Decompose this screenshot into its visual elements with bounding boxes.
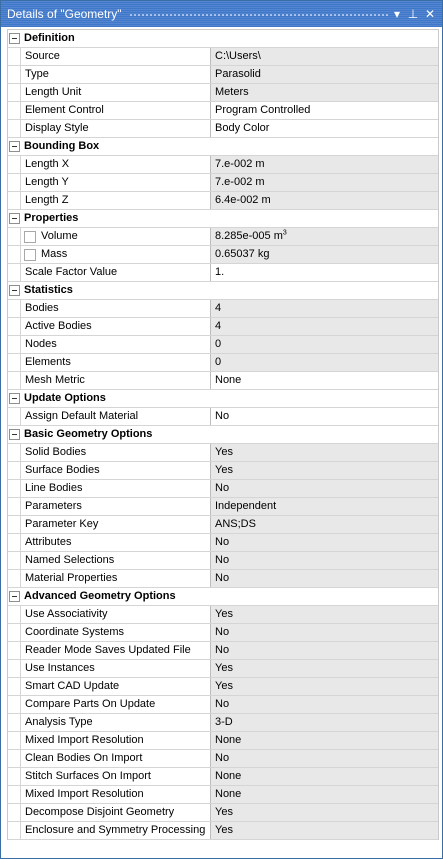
property-row[interactable] [8, 516, 438, 534]
property-value[interactable] [211, 372, 438, 389]
property-name-text: Use Associativity [25, 608, 108, 620]
property-name [20, 714, 211, 731]
property-value-text: No [215, 410, 230, 422]
property-name [20, 174, 211, 191]
property-value-text: Yes [215, 806, 233, 818]
property-name-text: Assign Default Material [25, 410, 139, 422]
property-value [211, 750, 438, 767]
property-name-text: Length Y [25, 176, 69, 188]
property-row[interactable] [8, 354, 438, 372]
property-row[interactable] [8, 732, 438, 750]
property-value [211, 48, 438, 65]
property-name-text: Mixed Import Resolution [25, 788, 144, 800]
property-value[interactable] [211, 408, 438, 425]
property-name [20, 84, 211, 101]
section-header[interactable] [8, 282, 438, 300]
property-row[interactable] [8, 552, 438, 570]
property-name [20, 156, 211, 173]
property-name [20, 498, 211, 515]
property-name [20, 444, 211, 461]
pin-icon[interactable]: ⊥ [407, 7, 419, 21]
collapse-icon[interactable] [9, 33, 20, 44]
property-value-text: No [215, 482, 230, 494]
property-name-text: Compare Parts On Update [25, 698, 156, 710]
property-value-text: Parasolid [215, 68, 261, 80]
property-name [20, 642, 211, 659]
property-name-text: Length X [25, 158, 70, 170]
property-name-text: Surface Bodies [25, 464, 100, 476]
property-name [20, 696, 211, 713]
property-value-text: 0.65037 kg [215, 248, 270, 260]
property-row[interactable] [8, 696, 438, 714]
property-value-text: Yes [215, 464, 233, 476]
property-value-text: No [215, 752, 230, 764]
property-value-text: Yes [215, 662, 233, 674]
collapse-icon[interactable] [9, 393, 20, 404]
property-name-text: Source [25, 50, 60, 62]
property-name-text: Material Properties [25, 572, 118, 584]
property-value-text: 0 [215, 338, 222, 350]
property-name-text: Scale Factor Value [25, 266, 118, 278]
property-name [20, 48, 211, 65]
property-row[interactable] [8, 48, 438, 66]
property-row[interactable] [8, 444, 438, 462]
property-name [20, 534, 211, 551]
property-name-text: Length Unit [25, 86, 82, 98]
property-value [211, 354, 438, 371]
property-name-text: Reader Mode Saves Updated File [25, 644, 191, 656]
property-row[interactable] [8, 660, 438, 678]
property-row[interactable] [8, 174, 438, 192]
property-name [20, 804, 211, 821]
close-icon[interactable]: ✕ [424, 7, 436, 21]
property-value-text: No [215, 698, 230, 710]
section-label: Statistics [24, 284, 73, 296]
property-row[interactable] [8, 336, 438, 354]
property-name [20, 228, 211, 245]
property-name-text: Parameter Key [25, 518, 99, 530]
property-value [211, 732, 438, 749]
property-row[interactable] [8, 120, 438, 138]
property-name [20, 786, 211, 803]
property-value-text: Yes [215, 446, 233, 458]
property-name-text: Coordinate Systems [25, 626, 125, 638]
property-name-text: Clean Bodies On Import [25, 752, 143, 764]
property-row[interactable] [8, 786, 438, 804]
property-name-text: Nodes [25, 338, 57, 350]
property-value [211, 804, 438, 821]
property-name [20, 408, 211, 425]
property-name-text: Length Z [25, 194, 69, 206]
property-name [20, 192, 211, 209]
property-name-text: Mesh Metric [25, 374, 85, 386]
property-value [211, 606, 438, 623]
property-value [211, 660, 438, 677]
property-value-text: Yes [215, 680, 233, 692]
property-name [20, 300, 211, 317]
property-name [20, 480, 211, 497]
property-row[interactable] [8, 678, 438, 696]
property-name-text: Line Bodies [25, 482, 83, 494]
section-label: Bounding Box [24, 140, 100, 152]
property-name [20, 372, 211, 389]
property-name [20, 66, 211, 83]
parameter-checkbox[interactable] [24, 249, 36, 261]
property-row[interactable] [8, 498, 438, 516]
property-row[interactable] [8, 606, 438, 624]
property-value [211, 822, 438, 839]
collapse-icon[interactable] [9, 213, 20, 224]
property-row[interactable] [8, 264, 438, 282]
property-value [211, 714, 438, 731]
property-value [211, 246, 438, 263]
property-name-text: Stitch Surfaces On Import [25, 770, 151, 782]
property-value-text: 7.e-002 m [215, 158, 265, 170]
section-header[interactable] [8, 138, 438, 156]
property-value-text: None [215, 374, 242, 386]
property-row[interactable] [8, 804, 438, 822]
property-value [211, 318, 438, 335]
collapse-icon[interactable] [9, 429, 20, 440]
property-name [20, 246, 211, 263]
property-name-text: Named Selections [25, 554, 115, 566]
property-value [211, 444, 438, 461]
property-row[interactable] [8, 84, 438, 102]
property-row[interactable] [8, 714, 438, 732]
property-name [20, 660, 211, 677]
collapse-icon[interactable] [9, 285, 20, 296]
property-row[interactable] [8, 822, 438, 840]
property-value-text: 4 [215, 302, 222, 314]
property-value [211, 768, 438, 785]
property-row[interactable] [8, 768, 438, 786]
parameter-checkbox[interactable] [24, 231, 36, 243]
property-name-text: Bodies [25, 302, 59, 314]
collapse-icon[interactable] [9, 141, 20, 152]
property-value [211, 336, 438, 353]
property-name-text: Active Bodies [25, 320, 92, 332]
property-value-text: None [215, 770, 242, 782]
property-name-text: Analysis Type [25, 716, 93, 728]
property-name [20, 624, 211, 641]
property-value [211, 624, 438, 641]
section-header[interactable] [8, 30, 438, 48]
property-row[interactable] [8, 156, 438, 174]
property-value-text: 3-D [215, 716, 233, 728]
property-name [20, 678, 211, 695]
property-value [211, 534, 438, 551]
property-row[interactable] [8, 480, 438, 498]
property-name-text: Type [25, 68, 49, 80]
property-value [211, 516, 438, 533]
property-name [20, 822, 211, 839]
title-bar-grip [129, 13, 388, 17]
property-name-text: Volume [41, 230, 78, 242]
section-header[interactable] [8, 210, 438, 228]
property-row[interactable] [8, 318, 438, 336]
property-value [211, 570, 438, 587]
property-name [20, 264, 211, 281]
property-value [211, 84, 438, 101]
property-value-text: ANS;DS [215, 518, 256, 530]
property-name-text: Elements [25, 356, 71, 368]
property-name [20, 120, 211, 137]
property-value-text: 7.e-002 m [215, 176, 265, 188]
property-name [20, 606, 211, 623]
property-value [211, 696, 438, 713]
property-row[interactable] [8, 624, 438, 642]
property-row[interactable] [8, 408, 438, 426]
section-label: Properties [24, 212, 79, 224]
title-bar[interactable] [1, 1, 442, 27]
section-label: Basic Geometry Options [24, 428, 153, 440]
property-value-text: None [215, 788, 242, 800]
property-name-text: Solid Bodies [25, 446, 87, 458]
property-row[interactable] [8, 642, 438, 660]
property-row[interactable] [8, 750, 438, 768]
property-value-text: C:\Users\ [215, 50, 261, 62]
property-value-text: Body Color [215, 122, 270, 134]
property-value [211, 462, 438, 479]
property-row[interactable] [8, 228, 438, 246]
property-row[interactable] [8, 246, 438, 264]
property-value [211, 786, 438, 803]
property-name-text: Decompose Disjoint Geometry [25, 806, 175, 818]
property-name-text: Element Control [25, 104, 104, 116]
property-value-text: No [215, 626, 230, 638]
property-name-text: Display Style [25, 122, 89, 134]
property-row[interactable] [8, 66, 438, 84]
property-value-text: Yes [215, 824, 233, 836]
property-value-text: Independent [215, 500, 277, 512]
property-value-text: No [215, 572, 230, 584]
property-name [20, 750, 211, 767]
property-value [211, 300, 438, 317]
property-name [20, 318, 211, 335]
property-value-text: 0 [215, 356, 222, 368]
property-value[interactable] [211, 102, 438, 119]
property-value [211, 678, 438, 695]
collapse-icon[interactable] [9, 591, 20, 602]
property-value-text: 1. [215, 266, 225, 278]
property-name [20, 354, 211, 371]
property-row[interactable] [8, 372, 438, 390]
property-name [20, 516, 211, 533]
property-name-text: Mass [41, 248, 68, 260]
dropdown-icon[interactable]: ▾ [393, 7, 401, 21]
property-value-text: None [215, 734, 242, 746]
property-row[interactable] [8, 300, 438, 318]
section-label: Definition [24, 32, 75, 44]
property-name [20, 552, 211, 569]
property-value-text: No [215, 644, 230, 656]
property-value-text: 4 [215, 320, 222, 332]
property-name-text: Mixed Import Resolution [25, 734, 144, 746]
property-name [20, 732, 211, 749]
property-value-text: 8.285e-005 m [215, 230, 283, 242]
property-value-text: Program Controlled [215, 104, 311, 116]
property-value-text: Yes [215, 608, 233, 620]
property-name-text: Smart CAD Update [25, 680, 120, 692]
property-value-text: 6.4e-002 m [215, 194, 271, 206]
section-header[interactable] [8, 426, 438, 444]
property-value [211, 552, 438, 569]
section-label: Update Options [24, 392, 106, 404]
property-name [20, 102, 211, 119]
property-value [211, 174, 438, 191]
property-value[interactable] [211, 120, 438, 137]
section-header[interactable] [8, 588, 438, 606]
property-value-text: No [215, 536, 230, 548]
property-name-text: Attributes [25, 536, 72, 548]
property-value [211, 66, 438, 83]
property-name [20, 462, 211, 479]
property-value [211, 192, 438, 209]
property-row[interactable] [8, 462, 438, 480]
property-name-text: Enclosure and Symmetry Processing [25, 824, 206, 836]
property-value-text: No [215, 554, 230, 566]
property-name-text: Parameters [25, 500, 82, 512]
property-row[interactable] [8, 534, 438, 552]
property-row[interactable] [8, 570, 438, 588]
section-header[interactable] [8, 390, 438, 408]
panel-title: Details of "Geometry" [7, 7, 122, 21]
property-value[interactable] [211, 264, 438, 281]
unit-exponent: 3 [282, 229, 287, 237]
property-row[interactable] [8, 102, 438, 120]
property-value [211, 642, 438, 659]
property-name [20, 768, 211, 785]
property-value [211, 228, 438, 245]
property-row[interactable] [8, 192, 438, 210]
property-name [20, 570, 211, 587]
property-value [211, 156, 438, 173]
property-name [20, 336, 211, 353]
property-value [211, 498, 438, 515]
property-value-text: Meters [215, 86, 249, 98]
property-value [211, 480, 438, 497]
property-grid [7, 29, 439, 840]
property-name-text: Use Instances [25, 662, 95, 674]
section-label: Advanced Geometry Options [24, 590, 176, 602]
